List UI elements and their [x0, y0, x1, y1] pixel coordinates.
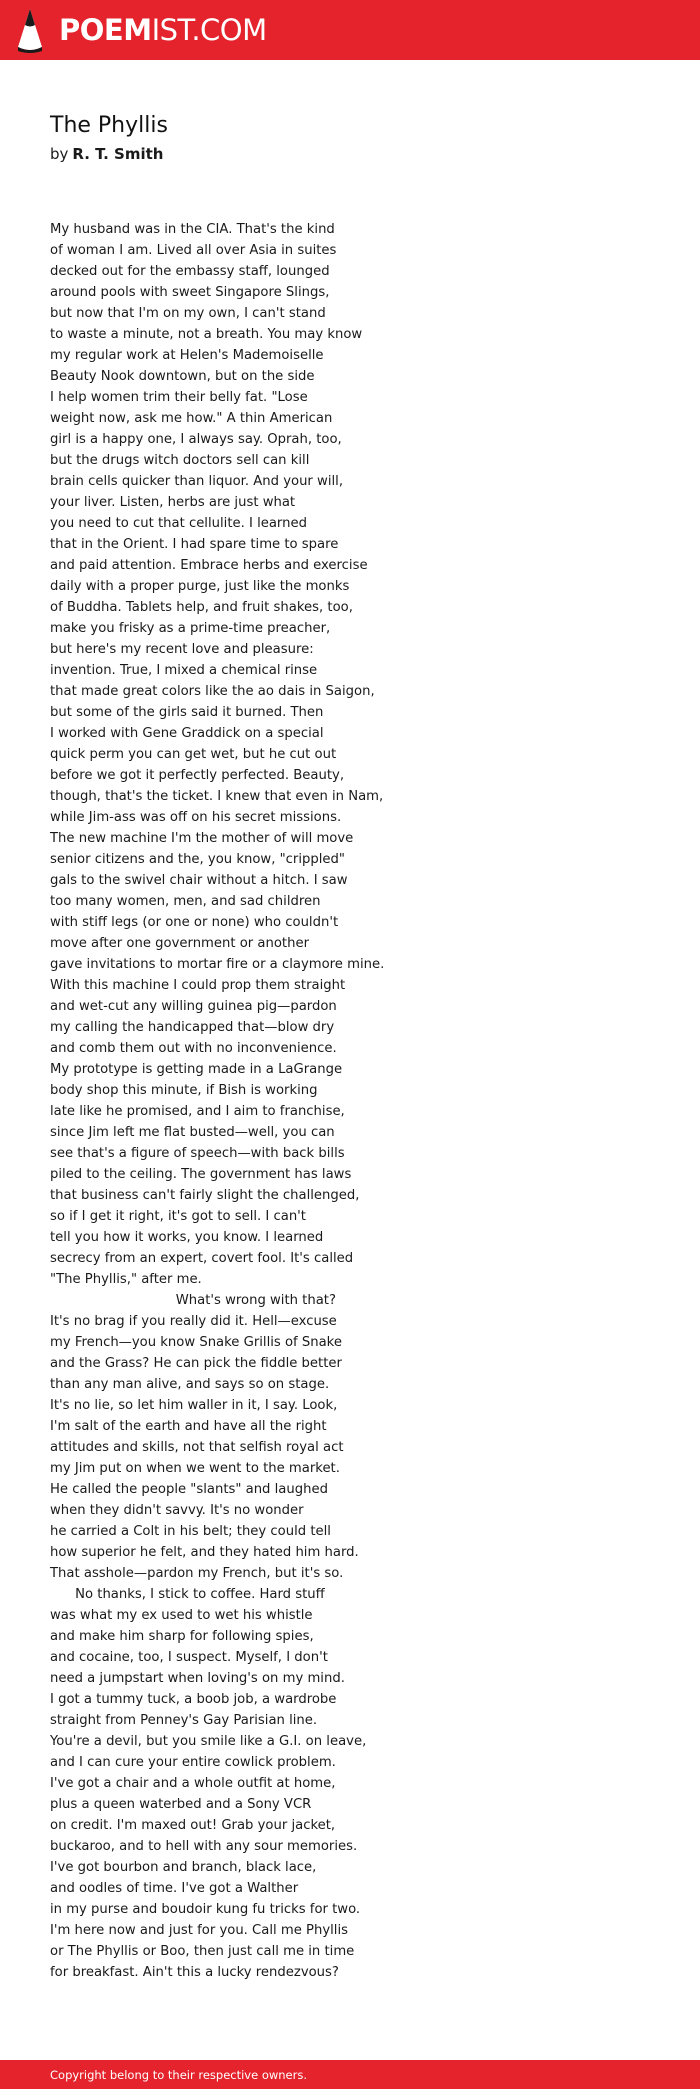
- poem-line: body shop this minute, if Bish is working: [50, 1083, 318, 1098]
- poem-line: though, that's the ticket. I knew that even in Nam,: [50, 789, 384, 804]
- pencil-tip-icon[interactable]: [17, 7, 43, 53]
- poem-line: but some of the girls said it burned. Then: [50, 705, 324, 720]
- poem-line: gals to the swivel chair without a hitch. I saw: [50, 873, 348, 888]
- poem-line: but the drugs witch doctors sell can kill: [50, 453, 310, 468]
- poem-line: That asshole—pardon my French, but it's so.: [50, 1566, 344, 1581]
- logo-bold-text: POEM: [59, 12, 152, 47]
- poem-line: too many women, men, and sad children: [50, 894, 321, 909]
- poem-line: tell you how it works, you know. I learned: [50, 1230, 324, 1245]
- poem-line: attitudes and skills, not that selfish royal act: [50, 1440, 344, 1455]
- poem-line: girl is a happy one, I always say. Oprah, too,: [50, 432, 342, 447]
- poem-line: I worked with Gene Graddick on a special: [50, 726, 324, 741]
- poem-line: plus a queen waterbed and a Sony VCR: [50, 1797, 312, 1812]
- poem-line: around pools with sweet Singapore Slings,: [50, 285, 330, 300]
- poem-title: The Phyllis: [50, 113, 168, 138]
- poem-line: I help women trim their belly fat. "Lose: [50, 390, 308, 405]
- byline: [50, 143, 670, 165]
- poem-line: quick perm you can get wet, but he cut out: [50, 747, 337, 762]
- poem-line: What's wrong with that?: [50, 1293, 336, 1308]
- poem-line: than any man alive, and says so on stage.: [50, 1377, 330, 1392]
- poem-line: my regular work at Helen's Mademoiselle: [50, 348, 324, 363]
- poem-line: No thanks, I stick to coffee. Hard stuff: [50, 1587, 325, 1602]
- poem-line: so if I get it right, it's got to sell. I can't: [50, 1209, 306, 1224]
- poem-line: With this machine I could prop them straight: [50, 978, 346, 993]
- poem-line: my French—you know Snake Grillis of Snake: [50, 1335, 342, 1350]
- poem-line: and I can cure your entire cowlick problem.: [50, 1755, 336, 1770]
- poem-line: senior citizens and the, you know, "crippled": [50, 852, 345, 867]
- poem-line: My prototype is getting made in a LaGrange: [50, 1062, 343, 1077]
- poem-line: that in the Orient. I had spare time to spare: [50, 537, 339, 552]
- poem-line: you need to cut that cellulite. I learned: [50, 516, 307, 531]
- poem-line: piled to the ceiling. The government has laws: [50, 1167, 352, 1182]
- poem-line: my calling the handicapped that—blow dry: [50, 1020, 335, 1035]
- poem-line: with stiff legs (or one or none) who couldn't: [50, 915, 339, 930]
- poem-line: late like he promised, and I aim to franchise,: [50, 1104, 345, 1119]
- poem-line: buckaroo, and to hell with any sour memories.: [50, 1839, 358, 1854]
- poem-line: on credit. I'm maxed out! Grab your jacket,: [50, 1818, 336, 1833]
- poem-line: The new machine I'm the mother of will move: [50, 831, 354, 846]
- logo-light-text: IST.COM: [151, 12, 267, 47]
- poem-line: and cocaine, too, I suspect. Myself, I don't: [50, 1650, 328, 1665]
- poem-line: He called the people "slants" and laughed: [50, 1482, 328, 1497]
- site-logo[interactable]: [59, 12, 267, 47]
- poem-line: I've got bourbon and branch, black lace,: [50, 1860, 317, 1875]
- poem-line: when they didn't savvy. It's no wonder: [50, 1503, 304, 1518]
- poem-line: It's no lie, so let him waller in it, I say. Look,: [50, 1398, 338, 1413]
- poem-line: I'm here now and just for you. Call me Phyllis: [50, 1923, 348, 1938]
- poem-line: and paid attention. Embrace herbs and exercise: [50, 558, 368, 573]
- poem-line: weight now, ask me how." A thin American: [50, 411, 333, 426]
- poem-line: I got a tummy tuck, a boob job, a wardrobe: [50, 1692, 337, 1707]
- poem-line: he carried a Colt in his belt; they could tell: [50, 1524, 331, 1539]
- poem-line: was what my ex used to wet his whistle: [50, 1608, 313, 1623]
- poem-line: straight from Penney's Gay Parisian line.: [50, 1713, 318, 1728]
- poem-line: I'm salt of the earth and have all the right: [50, 1419, 327, 1434]
- poem-line: your liver. Listen, herbs are just what: [50, 495, 296, 510]
- poem-line: It's no brag if you really did it. Hell—excuse: [50, 1314, 337, 1329]
- poem-line: and wet-cut any willing guinea pig—pardon: [50, 999, 337, 1014]
- poem-line: in my purse and boudoir kung fu tricks for two.: [50, 1902, 361, 1917]
- poem-line: since Jim left me flat busted—well, you can: [50, 1125, 335, 1140]
- poem-line: or The Phyllis or Boo, then just call me in time: [50, 1944, 355, 1959]
- poem-line: but now that I'm on my own, I can't stand: [50, 306, 326, 321]
- poem-line: invention. True, I mixed a chemical rinse: [50, 663, 318, 678]
- poem-line: decked out for the embassy staff, lounged: [50, 264, 330, 279]
- author-name[interactable]: R. T. Smith: [72, 145, 164, 163]
- poem-line: to waste a minute, not a breath. You may know: [50, 327, 363, 342]
- poem-body: [50, 219, 670, 1983]
- poem-line: brain cells quicker than liquor. And your will,: [50, 474, 344, 489]
- poem-line: before we got it perfectly perfected. Beauty,: [50, 768, 345, 783]
- poem-line: while Jim-ass was off on his secret missions.: [50, 810, 342, 825]
- poem-line: my Jim put on when we went to the market.: [50, 1461, 340, 1476]
- poem-line: that business can't fairly slight the challenged,: [50, 1188, 360, 1203]
- poem-line: gave invitations to mortar fire or a claymore mine.: [50, 957, 385, 972]
- poem-line: need a jumpstart when loving's on my mind.: [50, 1671, 345, 1686]
- site-header: [0, 0, 700, 60]
- poem-line: for breakfast. Ain't this a lucky rendezvous?: [50, 1965, 339, 1980]
- poem-line: I've got a chair and a whole outfit at home,: [50, 1776, 336, 1791]
- copyright-text: Copyright belong to their respective owners.: [50, 2067, 308, 2082]
- by-label: by: [50, 145, 69, 163]
- poem-line: see that's a figure of speech—with back bills: [50, 1146, 345, 1161]
- poem-line: secrecy from an expert, covert fool. It's called: [50, 1251, 354, 1266]
- poem-line: how superior he felt, and they hated him hard.: [50, 1545, 359, 1560]
- poem-line: daily with a proper purge, just like the monks: [50, 579, 350, 594]
- poem-line: and make him sharp for following spies,: [50, 1629, 314, 1644]
- site-footer: [0, 2060, 700, 2089]
- poem-line: "The Phyllis," after me.: [50, 1272, 202, 1287]
- poem-line: but here's my recent love and pleasure:: [50, 642, 314, 657]
- poem-line: and oodles of time. I've got a Walther: [50, 1881, 299, 1896]
- poem-line: Beauty Nook downtown, but on the side: [50, 369, 315, 384]
- poem-line: of Buddha. Tablets help, and fruit shakes, too,: [50, 600, 353, 615]
- poem-line: My husband was in the CIA. That's the kind: [50, 222, 335, 237]
- poem-line: and the Grass? He can pick the fiddle better: [50, 1356, 342, 1371]
- poem-line: of woman I am. Lived all over Asia in suites: [50, 243, 337, 258]
- poem-line: make you frisky as a prime-time preacher,: [50, 621, 331, 636]
- poem-line: that made great colors like the ao dais in Saigon,: [50, 684, 375, 699]
- poem-line: move after one government or another: [50, 936, 309, 951]
- poem-header: [50, 112, 670, 165]
- poem-line: You're a devil, but you smile like a G.I. on leave,: [50, 1734, 367, 1749]
- poem-line: and comb them out with no inconvenience.: [50, 1041, 337, 1056]
